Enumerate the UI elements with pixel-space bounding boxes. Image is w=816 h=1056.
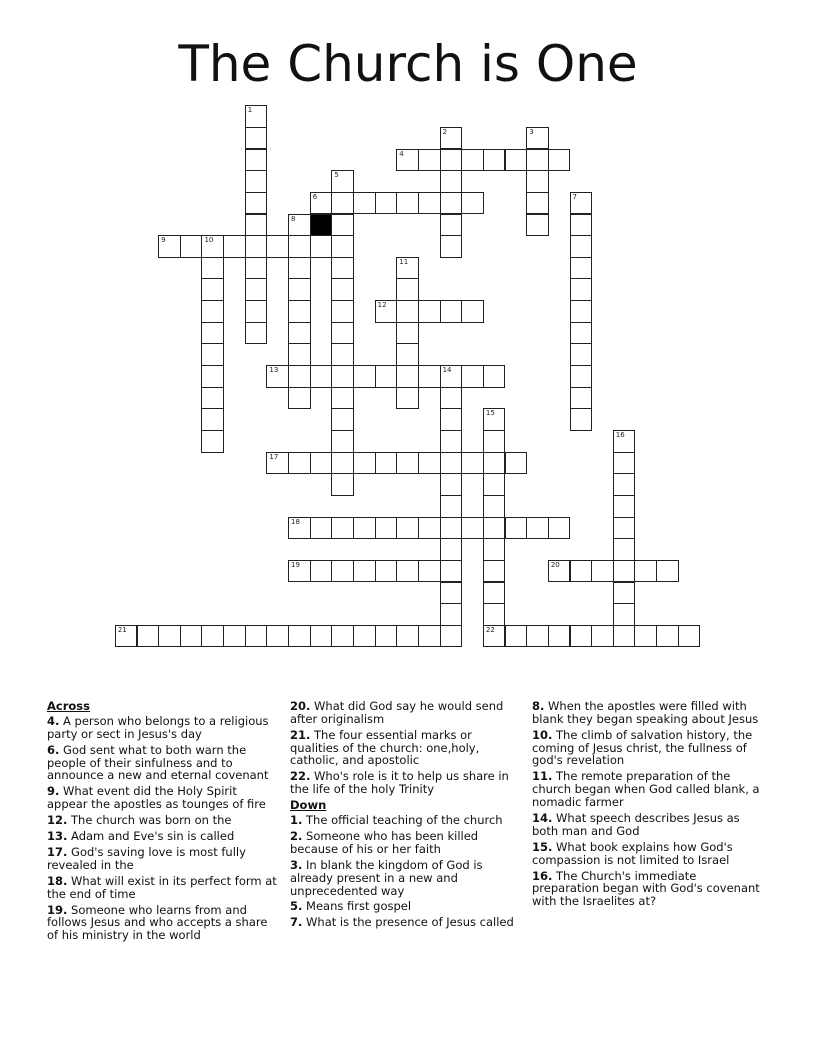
clue (290, 900, 520, 913)
grid-cell[interactable] (526, 214, 549, 237)
clue-number-label: 10. (532, 727, 553, 742)
grid-cell[interactable] (201, 257, 224, 280)
clue-number-label: 9. (47, 784, 60, 799)
grid-cell[interactable] (656, 625, 679, 648)
grid-cell[interactable] (331, 192, 354, 215)
clue-text: The Church's immediate preparation began with God's covenant with the Israelites at? (532, 868, 760, 909)
grid-cell[interactable] (353, 192, 376, 215)
grid-cell[interactable] (331, 430, 354, 453)
grid-cell[interactable] (310, 192, 333, 215)
grid-cell[interactable] (526, 170, 549, 193)
grid-cell[interactable] (418, 452, 441, 475)
grid-cell[interactable] (288, 560, 311, 583)
grid-cell[interactable] (570, 322, 593, 345)
grid-cell[interactable] (375, 452, 398, 475)
clue-text: The church was born on the (67, 813, 232, 828)
grid-cell[interactable] (201, 322, 224, 345)
grid-cell[interactable] (331, 560, 354, 583)
grid-cell[interactable] (245, 257, 268, 280)
grid-cell[interactable] (353, 452, 376, 475)
grid-cell[interactable] (440, 235, 463, 258)
grid-cell[interactable] (266, 365, 289, 388)
grid-cell[interactable] (548, 625, 571, 648)
grid-cell[interactable] (526, 149, 549, 172)
grid-cell[interactable] (570, 560, 593, 583)
clue-number: 13 (269, 366, 279, 375)
clue-number: 5 (334, 171, 339, 180)
clue-number: 4 (399, 149, 404, 158)
grid-cell[interactable] (158, 625, 181, 648)
grid-cell[interactable] (418, 517, 441, 540)
grid-cell[interactable] (440, 452, 463, 475)
grid-cell[interactable] (201, 430, 224, 453)
grid-cell[interactable] (483, 365, 506, 388)
grid-cell[interactable] (418, 149, 441, 172)
grid-cell[interactable] (678, 625, 701, 648)
clue-text: The four essential marks or qualities of the church: one,holy, catholic, and apostolic (290, 727, 480, 768)
grid-cell[interactable] (396, 257, 419, 280)
clue-number-label: 16. (532, 868, 553, 883)
across-heading: Across (47, 699, 90, 713)
clue-number-label: 11. (532, 769, 553, 784)
grid-cell[interactable] (570, 625, 593, 648)
grid-cell[interactable] (331, 300, 354, 323)
down-heading: Down (290, 798, 327, 813)
grid-cell[interactable] (613, 473, 636, 496)
grid-cell[interactable] (375, 560, 398, 583)
black-square (310, 214, 333, 237)
grid-cell[interactable] (201, 235, 224, 258)
clue-text: Someone who has been killed because of his or her faith (290, 829, 479, 856)
clue-number-label: 18. (47, 873, 68, 888)
grid-cell[interactable] (331, 408, 354, 431)
clue-number-label: 13. (47, 829, 68, 844)
clue (290, 859, 520, 897)
clue-text: A person who belongs to a religious party or sect in Jesus's day (47, 714, 269, 741)
grid-cell[interactable] (483, 517, 506, 540)
grid-cell[interactable] (331, 214, 354, 237)
grid-cell[interactable] (223, 235, 246, 258)
clue-number: 19 (291, 560, 300, 569)
grid-cell[interactable] (180, 625, 203, 648)
grid-cell[interactable] (613, 560, 636, 583)
grid-cell[interactable] (440, 127, 463, 150)
grid-cell[interactable] (245, 235, 268, 258)
grid-cell[interactable] (180, 235, 203, 258)
grid-cell[interactable] (440, 192, 463, 215)
across-clues-continued (290, 700, 520, 796)
grid-cell[interactable] (505, 452, 528, 475)
grid-cell[interactable] (375, 625, 398, 648)
grid-cell[interactable] (375, 517, 398, 540)
grid-cell[interactable] (396, 343, 419, 366)
clue-number: 9 (161, 236, 166, 245)
grid-cell[interactable] (396, 387, 419, 410)
grid-cell[interactable] (570, 408, 593, 431)
grid-cell[interactable] (310, 625, 333, 648)
grid-cell[interactable] (310, 560, 333, 583)
clue (290, 830, 520, 856)
grid-cell[interactable] (570, 343, 593, 366)
grid-cell[interactable] (461, 517, 484, 540)
grid-cell[interactable] (440, 149, 463, 172)
clue-number: 11 (399, 257, 409, 266)
grid-cell[interactable] (245, 214, 268, 237)
clue-text: What event did the Holy Spirit appear the apostles as tounges of fire (47, 784, 266, 812)
clue-text: In blank the kingdom of God is already present in a new and unprecedented way (290, 857, 483, 898)
clue-number: 18 (291, 517, 300, 526)
clue (532, 770, 762, 808)
grid-cell[interactable] (418, 625, 441, 648)
grid-cell[interactable] (396, 517, 419, 540)
grid-cell[interactable] (288, 322, 311, 345)
clue-column-1 (47, 700, 277, 945)
grid-cell[interactable] (288, 517, 311, 540)
grid-cell[interactable] (613, 517, 636, 540)
grid-cell[interactable] (526, 625, 549, 648)
grid-cell[interactable] (158, 235, 181, 258)
grid-cell[interactable] (288, 257, 311, 280)
clue-number-label: 2. (290, 829, 303, 844)
grid-cell[interactable] (288, 365, 311, 388)
grid-cell[interactable] (440, 495, 463, 518)
grid-cell[interactable] (613, 625, 636, 648)
grid-cell[interactable] (396, 365, 419, 388)
clue (532, 841, 762, 867)
clue (47, 904, 277, 942)
grid-cell[interactable] (440, 387, 463, 410)
grid-cell[interactable] (505, 149, 528, 172)
grid-cell[interactable] (310, 365, 333, 388)
clue-number: 1 (247, 106, 253, 115)
grid-cell[interactable] (418, 365, 441, 388)
grid-cell[interactable] (483, 452, 506, 475)
clue-number: 7 (572, 192, 577, 201)
grid-cell[interactable] (440, 582, 463, 605)
clue-text: God sent what to both warn the people of their sinfulness and to announce a new and eternal covenant (47, 742, 269, 783)
grid-cell[interactable] (440, 214, 463, 237)
grid-cell[interactable] (461, 192, 484, 215)
grid-cell[interactable] (440, 560, 463, 583)
grid-cell[interactable] (483, 408, 506, 431)
grid-cell[interactable] (396, 452, 419, 475)
grid-cell[interactable] (570, 365, 593, 388)
grid-cell[interactable] (331, 365, 354, 388)
clue-text: What speech describes Jesus as both man and God (532, 810, 740, 838)
grid-cell[interactable] (396, 192, 419, 215)
grid-cell[interactable] (331, 452, 354, 475)
grid-cell[interactable] (331, 322, 354, 345)
grid-cell[interactable] (440, 625, 463, 648)
clue-number: 22 (485, 625, 495, 634)
clue (532, 729, 762, 767)
grid-cell[interactable] (570, 300, 593, 323)
clue-number: 6 (312, 192, 318, 201)
clue-text: What book explains how God's compassion is not limited to Israel (532, 839, 733, 867)
clue-number-label: 21. (290, 727, 311, 742)
clue (47, 785, 277, 811)
grid-cell[interactable] (137, 625, 160, 648)
grid-cell[interactable] (570, 214, 593, 237)
grid-cell[interactable] (570, 235, 593, 258)
clue (47, 715, 277, 741)
grid-cell[interactable] (440, 430, 463, 453)
clue-number: 8 (291, 214, 296, 223)
clue-number-label: 12. (47, 813, 68, 828)
grid-cell[interactable] (483, 582, 506, 605)
clue-number-label: 7. (290, 915, 303, 930)
grid-cell[interactable] (375, 192, 398, 215)
grid-cell[interactable] (375, 300, 398, 323)
clue (532, 812, 762, 838)
grid-cell[interactable] (266, 625, 289, 648)
clue (532, 700, 762, 726)
grid-cell[interactable] (331, 278, 354, 301)
clue-number: 3 (529, 127, 534, 136)
clue-number-label: 3. (290, 857, 303, 872)
clue-number-label: 6. (47, 742, 60, 757)
grid-cell[interactable] (526, 192, 549, 215)
clue-text: What did God say he would send after originalism (290, 699, 504, 726)
grid-cell[interactable] (440, 408, 463, 431)
grid-cell[interactable] (201, 387, 224, 410)
grid-cell[interactable] (461, 300, 484, 323)
grid-cell[interactable] (245, 127, 268, 150)
clue-number-label: 22. (290, 769, 311, 784)
grid-cell[interactable] (570, 192, 593, 215)
grid-cell[interactable] (483, 473, 506, 496)
clue-number: 2 (442, 127, 448, 136)
grid-cell[interactable] (505, 625, 528, 648)
clue (47, 744, 277, 782)
clue-number: 20 (550, 560, 560, 569)
grid-cell[interactable] (288, 625, 311, 648)
clue-number-label: 15. (532, 839, 553, 854)
clue-list (47, 700, 777, 1040)
grid-cell[interactable] (505, 517, 528, 540)
clue-number-label: 4. (47, 714, 60, 728)
grid-cell[interactable] (440, 473, 463, 496)
grid-cell[interactable] (461, 452, 484, 475)
grid-cell[interactable] (353, 365, 376, 388)
grid-cell[interactable] (201, 625, 224, 648)
grid-cell[interactable] (634, 625, 657, 648)
clue-column-3 (532, 700, 762, 911)
grid-cell[interactable] (266, 235, 289, 258)
clue-text: The remote preparation of the church began when God called blank, a nomadic farmer (532, 769, 760, 809)
grid-cell[interactable] (634, 560, 657, 583)
grid-cell[interactable] (483, 603, 506, 626)
grid-cell[interactable] (656, 560, 679, 583)
grid-cell[interactable] (331, 235, 354, 258)
clue (47, 830, 277, 843)
grid-cell[interactable] (310, 517, 333, 540)
grid-cell[interactable] (310, 452, 333, 475)
grid-cell[interactable] (613, 538, 636, 561)
grid-cell[interactable] (331, 625, 354, 648)
grid-cell[interactable] (461, 365, 484, 388)
grid-cell[interactable] (418, 560, 441, 583)
grid-cell[interactable] (245, 278, 268, 301)
grid-cell[interactable] (201, 300, 224, 323)
grid-cell[interactable] (396, 625, 419, 648)
grid-cell[interactable] (288, 452, 311, 475)
grid-cell[interactable] (396, 560, 419, 583)
clue-number: 14 (442, 366, 452, 375)
grid-cell[interactable] (440, 300, 463, 323)
clue (290, 916, 520, 929)
grid-cell[interactable] (548, 517, 571, 540)
clue-number-label: 20. (290, 699, 311, 713)
clue-number: 15 (485, 409, 495, 418)
clue (290, 729, 520, 767)
clue (290, 814, 520, 827)
clue-number: 10 (204, 236, 214, 245)
grid-cell[interactable] (353, 625, 376, 648)
grid-cell[interactable] (396, 149, 419, 172)
clue-number-label: 19. (47, 902, 68, 917)
grid-cell[interactable] (483, 430, 506, 453)
grid-cell[interactable] (266, 452, 289, 475)
grid-cell[interactable] (548, 149, 571, 172)
grid-cell[interactable] (201, 408, 224, 431)
grid-cell[interactable] (288, 343, 311, 366)
grid-cell[interactable] (245, 300, 268, 323)
clue-text: Means first gospel (302, 899, 412, 914)
grid-cell[interactable] (570, 387, 593, 410)
clue (47, 814, 277, 827)
clue-number: 21 (117, 625, 127, 634)
clue-number: 12 (377, 301, 387, 310)
grid-cell[interactable] (440, 365, 463, 388)
clue (290, 700, 520, 726)
grid-cell[interactable] (440, 517, 463, 540)
grid-cell[interactable] (483, 625, 506, 648)
grid-cell[interactable] (396, 278, 419, 301)
grid-cell[interactable] (288, 278, 311, 301)
clue-text: The official teaching of the church (302, 813, 503, 828)
grid-cell[interactable] (613, 603, 636, 626)
grid-cell[interactable] (548, 560, 571, 583)
page-title: The Church is One (178, 35, 638, 93)
grid-cell[interactable] (418, 192, 441, 215)
grid-cell[interactable] (201, 365, 224, 388)
grid-cell[interactable] (201, 343, 224, 366)
grid-cell[interactable] (461, 149, 484, 172)
clue-text: The climb of salvation history, the coming of Jesus christ, the fullness of god's revelation (532, 727, 753, 768)
grid-cell[interactable] (331, 170, 354, 193)
grid-cell[interactable] (331, 343, 354, 366)
grid-cell[interactable] (331, 473, 354, 496)
grid-cell[interactable] (483, 538, 506, 561)
clue-text: What will exist in its perfect form at the end of time (47, 873, 277, 901)
clue-text: God's saving love is most fully revealed in the (47, 845, 246, 872)
grid-cell[interactable] (440, 538, 463, 561)
grid-cell[interactable] (613, 430, 636, 453)
clue-text: What is the presence of Jesus called (302, 915, 514, 930)
clue-number: 17 (269, 452, 279, 461)
clue-text: When the apostles were filled with blank they began speaking about Jesus (532, 699, 759, 726)
grid-cell[interactable] (288, 300, 311, 323)
grid-cell[interactable] (310, 235, 333, 258)
grid-cell[interactable] (483, 560, 506, 583)
grid-cell[interactable] (483, 495, 506, 518)
grid-cell[interactable] (483, 149, 506, 172)
grid-cell[interactable] (570, 278, 593, 301)
clue (290, 770, 520, 796)
grid-cell[interactable] (613, 452, 636, 475)
clue-number-label: 14. (532, 810, 553, 825)
grid-cell[interactable] (613, 495, 636, 518)
clue-number-label: 1. (290, 813, 303, 828)
clue-number-label: 17. (47, 845, 68, 860)
grid-cell[interactable] (201, 278, 224, 301)
grid-cell[interactable] (245, 192, 268, 215)
down-clues-continued (532, 700, 762, 908)
grid-cell[interactable] (570, 257, 593, 280)
down-clues (290, 814, 520, 929)
grid-cell[interactable] (375, 365, 398, 388)
grid-cell[interactable] (331, 257, 354, 280)
grid-cell[interactable] (526, 517, 549, 540)
grid-cell[interactable] (396, 322, 419, 345)
grid-cell[interactable] (526, 127, 549, 150)
grid-cell[interactable] (245, 322, 268, 345)
grid-cell[interactable] (591, 560, 614, 583)
across-clues (47, 715, 277, 942)
clue-number-label: 5. (290, 899, 303, 914)
grid-cell[interactable] (613, 582, 636, 605)
grid-cell[interactable] (353, 517, 376, 540)
grid-cell[interactable] (115, 625, 138, 648)
grid-cell[interactable] (245, 170, 268, 193)
grid-cell[interactable] (353, 560, 376, 583)
clue (47, 875, 277, 901)
grid-cell[interactable] (440, 603, 463, 626)
grid-cell[interactable] (331, 387, 354, 410)
grid-cell[interactable] (418, 300, 441, 323)
grid-cell[interactable] (331, 517, 354, 540)
clue-text: Adam and Eve's sin is called (67, 829, 235, 844)
grid-cell[interactable] (396, 300, 419, 323)
grid-cell[interactable] (223, 625, 246, 648)
clue-text: Who's role is it to help us share in the life of the holy Trinity (290, 769, 509, 797)
grid-cell[interactable] (245, 105, 268, 128)
grid-cell[interactable] (440, 170, 463, 193)
clue-column-2 (290, 700, 520, 932)
clue-text: Someone who learns from and follows Jesus and who accepts a share of his ministry in the world (47, 902, 268, 943)
grid-cell[interactable] (288, 214, 311, 237)
clue (47, 846, 277, 872)
clue (532, 870, 762, 908)
grid-cell[interactable] (288, 387, 311, 410)
grid-cell[interactable] (245, 625, 268, 648)
grid-cell[interactable] (245, 149, 268, 172)
grid-cell[interactable] (288, 235, 311, 258)
clue-number: 16 (615, 431, 625, 439)
clue-number-label: 8. (532, 699, 545, 713)
grid-cell[interactable] (591, 625, 614, 648)
